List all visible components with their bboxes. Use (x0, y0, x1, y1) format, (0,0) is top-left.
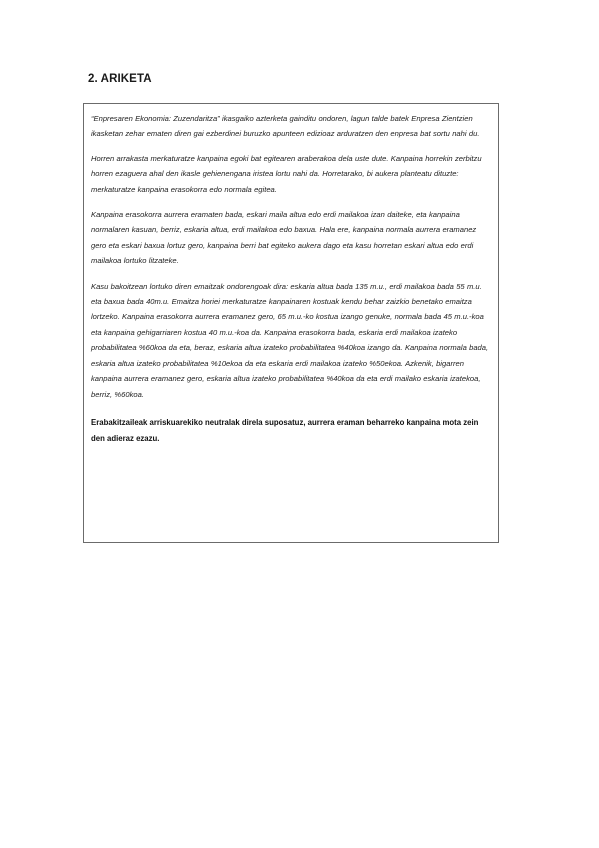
paragraph-campaign-options: Horren arrakasta merkaturatze kanpaina egoki bat egitearen araberakoa dela uste dute. Kanpaina horrekin zerbitzu horren ezaguera ahal den ikasle gehienengana iristea lortu nahi da. Horretarako, bi aukera planteatu dituzte: merkaturatze kanpaina erasokorra edo normala egitea. (91, 153, 482, 194)
paragraph-intro: “Enpresaren Ekonomia: Zuzendaritza” ikasgaiko azterketa gainditu ondoren, lagun talde batek Enpresa Zientzien ikasketan zehar ematen diren gai ezberdinei buruzko apunteen edizioaz arduratzen den enpresa bat sortu nahi du. (91, 114, 480, 139)
exercise-statement-box (83, 103, 499, 543)
exercise-question: Erabakitzaileak arriskuarekiko neutralak direla suposatuz, aurrera eraman beharreko kanpaina mota zein den adieraz ezazu. (91, 417, 479, 443)
paragraph-demand-levels: Kanpaina erasokorra aurrera eramaten bada, eskari maila altua edo erdi mailakoa izan daiteke, eta kanpaina normalaren kasuan, berriz, eskaria altua, erdi mailakoa edo baxua. Hala ere, kanpaina normala aurrera eramanez gero eta eskari baxua lortuz gero, kanpaina berri bat egiteko aukera dago eta kasu horretan eskari altua edo erdi mailakoa lortuko litzateke. (91, 210, 477, 266)
exercise-heading: 2. ARIKETA (88, 73, 152, 85)
paragraph-results-probabilities: Kasu bakoitzean lortuko diren emaitzak ondorengoak dira: eskaria altua bada 135 m.u., erdi mailakoa bada 55 m.u. eta baxua bada 40m.u. Emaitza horiei merkaturatze kanpainaren kostuak kendu behar zaizkio benetako emaitza lortzeko. Kanpaina erasokorra aurrera eramanez gero, 65 m.u.-ko kostua izango genuke, normala bada 45 m.u.-koa eta kanpaina gehigarriaren kostua 40 m.u.-koa da. Kanpaina erasokorra bada, eskaria erdi mailakoa izateko probabilitatea %60koa da eta, beraz, eskaria altua izateko probabilitatea %40koa izango da. Kanpaina normala bada, eskaria altua izateko probabilitatea %10ekoa da eta eskaria erdi mailakoa izateko %50ekoa. Azkenik, bigarren kanpaina aurrera eramanez gero, eskaria altua izateko probabilitatea %40koa da eta erdi mailako eskaria izatekoa, berriz, %60koa. (91, 281, 489, 399)
